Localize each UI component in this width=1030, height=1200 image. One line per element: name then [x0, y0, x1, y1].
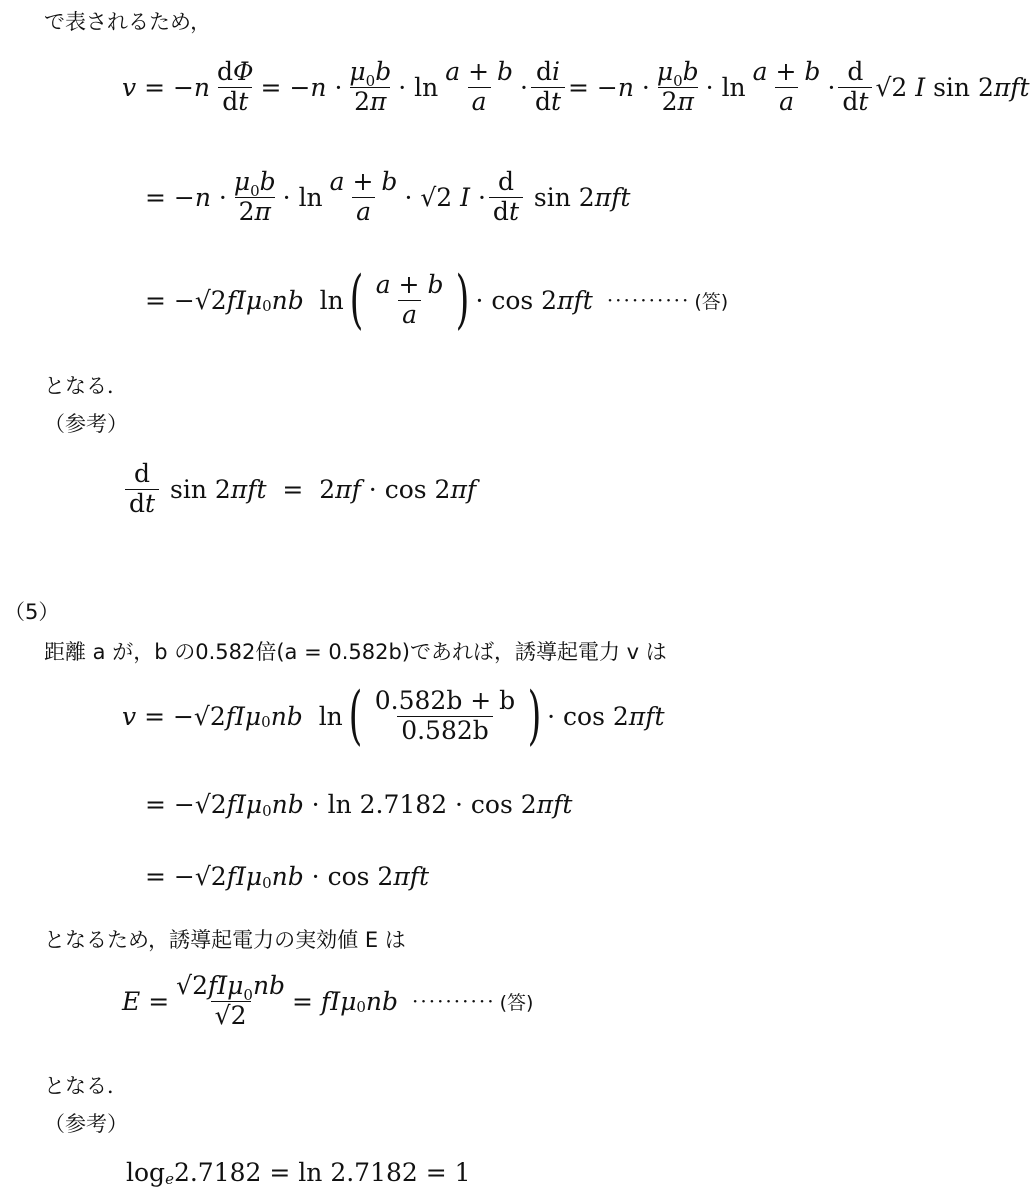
text-line-distance: 距離 a が，b の0.582倍(a = 0.582b)であれば，誘導起電力 v は: [44, 640, 667, 664]
equation-4: v = −√2 fIμ 0 nb ln ( $\frac{0.582b + b}{0.582b}$ ) · cos 2 πft: [122, 679, 665, 753]
text-line-tonaru-1: となる．: [44, 374, 128, 398]
section-number: （5）: [4, 600, 60, 624]
leader-dots: ··········: [606, 288, 691, 312]
equation-6: = −√2 fIμ 0 nb · cos 2 πft: [145, 862, 430, 892]
text-line-tonaru-2: となる．: [44, 1074, 128, 1098]
equation-5: = −√2 fIμ 0 nb · ln 2.7182 · cos 2 πft: [145, 790, 573, 820]
reference-equation-2: log e 2.7182 = ln 2.7182 = 1: [126, 1158, 471, 1188]
text-line-intro: で表されるため，: [44, 10, 212, 34]
text-line-effective: となるため，誘導起電力の実効値 E は: [44, 928, 406, 952]
equation-2: = − n · $\frac{\mu_0b}{2\pi}$ · ln $\frac{a + b}{a}$ · √2 I · $\frac{d}{dt}$ sin 2 πft: [145, 167, 631, 226]
answer-mark: (答): [694, 290, 729, 313]
answer-mark: (答): [499, 991, 534, 1014]
leader-dots: ··········: [412, 989, 496, 1014]
reference-label-1: （参考）: [44, 412, 128, 436]
equation-1: v = − n $\frac{d\Phi}{dt}$ = − n · $\frac{\mu_0b}{2\pi}$ · ln $\frac{a + b}{a}$ · $\frac{di}{dt}$ = − n · $\frac{\mu_0b}{2\pi}$ · ln $\frac{a + b}{a}$ · $\frac{d}{dt}$ √2 I sin 2πft: [122, 57, 1030, 116]
equation-3: = −√2 fIμ 0 nb ln ( $\frac{a + b}{a}$ ) · cos 2 πft ·········· (答): [145, 263, 729, 337]
reference-equation-1: $\frac{d}{dt}$ sin 2 πft = 2 πf · cos 2 πf: [122, 460, 476, 519]
reference-label-2: （参考）: [44, 1112, 128, 1136]
equation-7: E = $\frac{√2fI\mu_0nb}{√2}$ = fIμ 0 nb ·········· (答): [122, 971, 534, 1030]
